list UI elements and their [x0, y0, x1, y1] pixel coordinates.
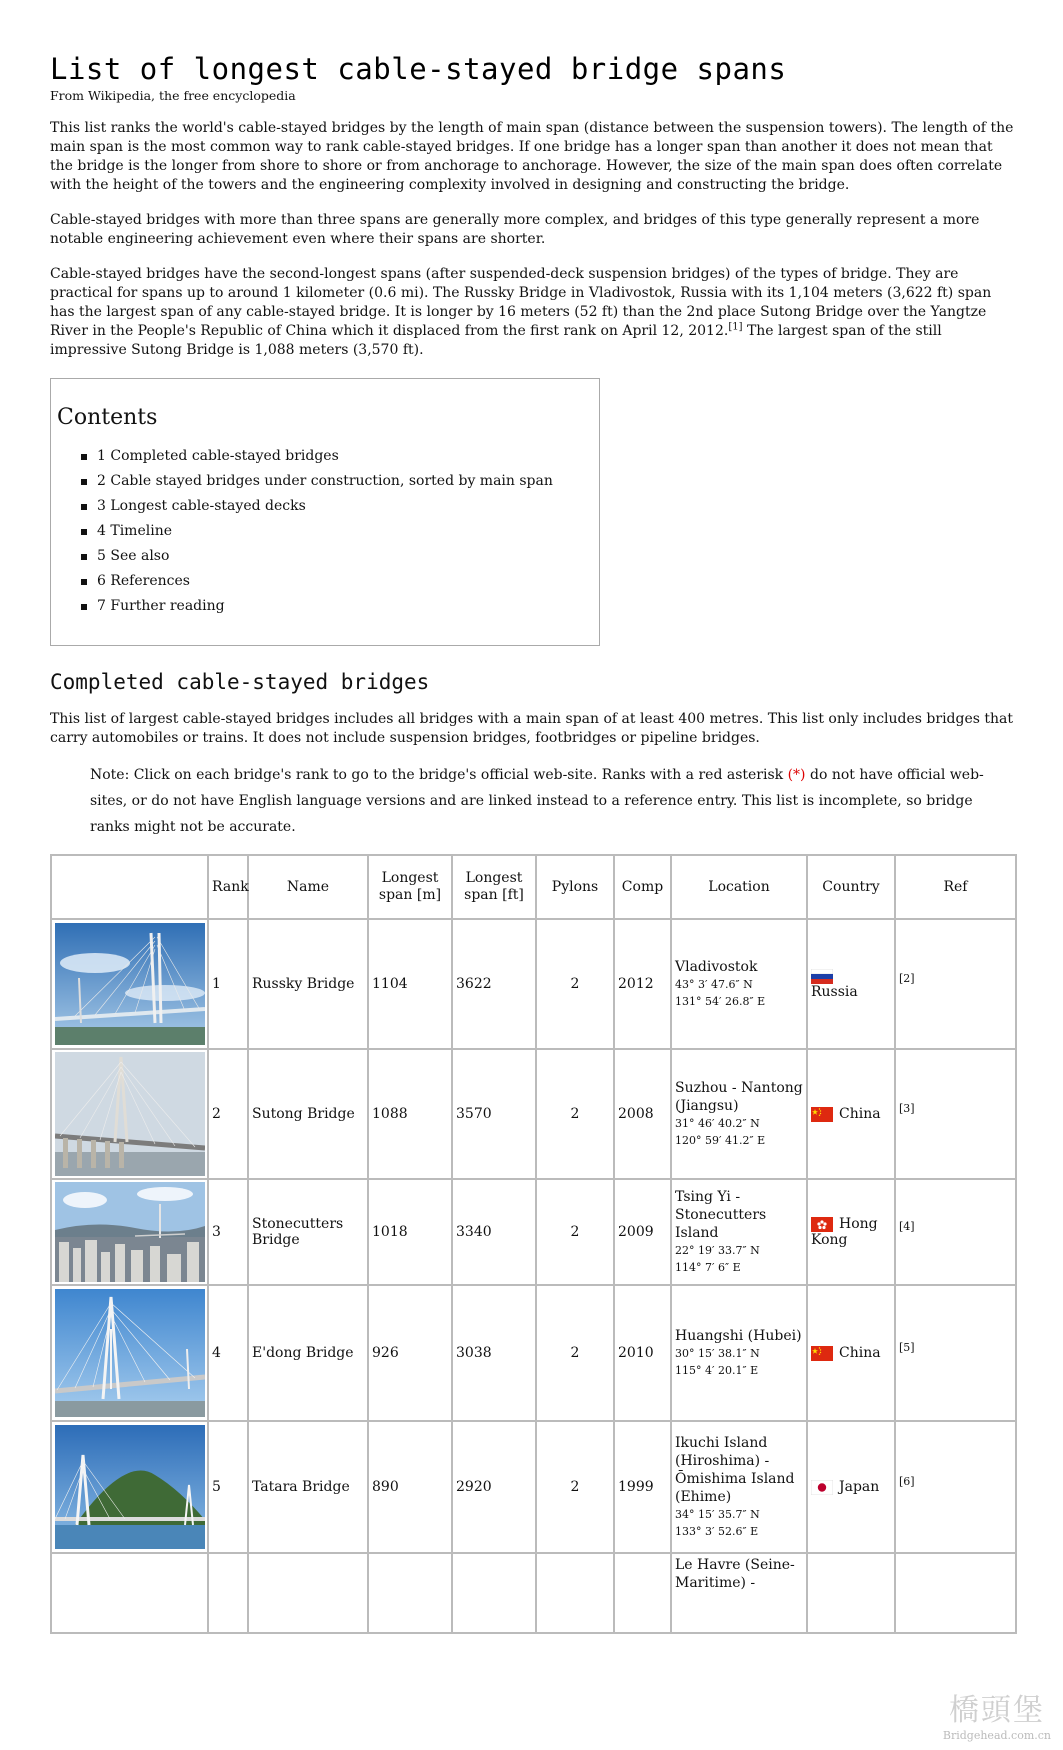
coordinates-lat[interactable]: 30° 15′ 38.1″ N: [675, 1347, 760, 1360]
header-country[interactable]: Country: [807, 855, 895, 919]
intro-paragraph-2: Cable-stayed bridges with more than three spans are generally more complex, and bridges of this type generally represent a more notable engineering achievement even where their spans are shorter.: [50, 212, 980, 247]
bridge-name[interactable]: E'dong Bridge: [248, 1285, 368, 1421]
toc-item: [81, 594, 599, 619]
pylons: 2: [536, 919, 614, 1049]
pylons: 2: [536, 1179, 614, 1285]
watermark: [943, 1685, 1051, 1742]
table-of-contents: [50, 378, 600, 646]
toc-item: [81, 519, 599, 544]
bullet-icon: [81, 479, 87, 485]
coordinates-lon[interactable]: 114° 7′ 6″ E: [675, 1261, 741, 1274]
bridge-photo-cell: [51, 1553, 208, 1633]
bridge-photo-cell: [51, 1049, 208, 1179]
bullet-icon: [81, 604, 87, 610]
location-cell: [671, 1553, 807, 1633]
header-image: [51, 855, 208, 919]
section-heading: Completed cable-stayed bridges: [50, 670, 430, 694]
span-ft: 3340: [452, 1179, 536, 1285]
japan-flag-icon: [811, 1480, 833, 1495]
toc-link-see-also[interactable]: 5 See also: [97, 548, 170, 564]
toc-link-timeline[interactable]: 4 Timeline: [97, 523, 172, 539]
bridge-name[interactable]: Stonecutters Bridge: [248, 1179, 368, 1285]
location[interactable]: Ikuchi Island (Hiroshima) - Ōmishima Island (Ehime): [675, 1435, 795, 1505]
coordinates-lon[interactable]: 131° 54′ 26.8″ E: [675, 995, 766, 1008]
span-m: 1104: [368, 919, 452, 1049]
bullet-icon: [81, 504, 87, 510]
span-ft: 3570: [452, 1049, 536, 1179]
span-ft: 3038: [452, 1285, 536, 1421]
bridge-photo[interactable]: [55, 1052, 205, 1176]
location[interactable]: Huangshi (Hubei): [675, 1328, 802, 1344]
span-m: 926: [368, 1285, 452, 1421]
rank-link[interactable]: 5: [208, 1421, 248, 1553]
country-cell: [807, 919, 895, 1049]
ref-cell: [895, 1421, 1016, 1553]
toc-link-completed[interactable]: 1 Completed cable-stayed bridges: [97, 448, 339, 464]
span-m: 890: [368, 1421, 452, 1553]
bridge-photo-cell: [51, 1179, 208, 1285]
location[interactable]: Le Havre (Seine-Maritime) -: [675, 1557, 795, 1591]
ref-cell: [895, 1179, 1016, 1285]
article: [50, 0, 1015, 1634]
country[interactable]: China: [839, 1345, 881, 1361]
location[interactable]: Suzhou - Nantong (Jiangsu): [675, 1080, 803, 1114]
country-cell: [807, 1049, 895, 1179]
rank-link[interactable]: 1: [208, 919, 248, 1049]
bridge-photo[interactable]: [55, 1425, 205, 1549]
watermark-logo: 橋頭堡: [948, 1693, 1045, 1728]
toc-link-under-construction[interactable]: 2 Cable stayed bridges under construction, sorted by main span: [97, 473, 553, 489]
header-span-m[interactable]: Longest span [m]: [368, 855, 452, 919]
coordinates-lat[interactable]: 22° 19′ 33.7″ N: [675, 1244, 760, 1257]
intro-paragraph-3: [50, 265, 1015, 360]
bridge-name[interactable]: Tatara Bridge: [248, 1421, 368, 1553]
bridge-photo-cell: [51, 919, 208, 1049]
span-ft-cell: [452, 1553, 536, 1633]
header-ref[interactable]: Ref: [895, 855, 1016, 919]
intro-paragraph-3-tail: The largest span of the still impressive Sutong Bridge is 1,088 meters (3,570 ft).: [50, 323, 942, 358]
location-cell: [671, 1049, 807, 1179]
rank-link[interactable]: 4: [208, 1285, 248, 1421]
ref-link[interactable]: [6]: [899, 1475, 915, 1488]
bridge-photo[interactable]: [55, 923, 205, 1045]
table-row: [51, 1553, 1016, 1633]
header-comp[interactable]: Comp: [614, 855, 671, 919]
page-title: List of longest cable-stayed bridge spans: [50, 52, 787, 86]
country[interactable]: China: [839, 1106, 881, 1122]
coordinates-lat[interactable]: 43° 3′ 47.6″ N: [675, 978, 753, 991]
toc-item: [81, 544, 599, 569]
country-cell: [807, 1553, 895, 1633]
toc-link-longest-decks[interactable]: 3 Longest cable-stayed decks: [97, 498, 306, 514]
coordinates-lon[interactable]: 120° 59′ 41.2″ E: [675, 1134, 766, 1147]
coordinates-lon[interactable]: 115° 4′ 20.1″ E: [675, 1364, 759, 1377]
location-cell: [671, 919, 807, 1049]
span-ft: 3622: [452, 919, 536, 1049]
country[interactable]: Japan: [839, 1479, 880, 1495]
coordinates-lat[interactable]: 31° 46′ 40.2″ N: [675, 1117, 760, 1130]
red-asterisk: (*): [787, 767, 806, 783]
country[interactable]: Russia: [811, 984, 858, 1000]
country-cell: [807, 1285, 895, 1421]
country[interactable]: Hong Kong: [811, 1216, 878, 1248]
toc-item: [81, 469, 599, 494]
name-cell: [248, 1553, 368, 1633]
bridge-photo-cell: [51, 1421, 208, 1553]
china-flag-icon: [811, 1107, 833, 1122]
location-cell: [671, 1285, 807, 1421]
table-header-row: [51, 855, 1016, 919]
china-flag-icon: [811, 1346, 833, 1361]
table-row: [51, 1285, 1016, 1421]
location[interactable]: Tsing Yi - Stonecutters Island: [675, 1189, 767, 1241]
note-text-1: Note: Click on each bridge's rank to go to the bridge's official web-site. Ranks with a red asterisk: [90, 767, 788, 783]
bullet-icon: [81, 579, 87, 585]
table-row: [51, 919, 1016, 1049]
bridge-photo[interactable]: [55, 1289, 205, 1417]
span-ft: 2920: [452, 1421, 536, 1553]
ref-cell: [895, 1049, 1016, 1179]
bridge-name[interactable]: Sutong Bridge: [248, 1049, 368, 1179]
ref-link[interactable]: [5]: [899, 1341, 915, 1354]
ref-link[interactable]: [4]: [899, 1220, 915, 1233]
pylons: 2: [536, 1421, 614, 1553]
table-row: [51, 1049, 1016, 1179]
header-rank[interactable]: Rank: [208, 855, 248, 919]
note: [90, 762, 1015, 840]
toc-link-further-reading[interactable]: 7 Further reading: [97, 598, 225, 614]
completed-year: 1999: [614, 1421, 671, 1553]
footnote-ref[interactable]: [1]: [728, 321, 743, 333]
bullet-icon: [81, 529, 87, 535]
bridges-table: [50, 854, 1017, 1634]
coordinates-lon[interactable]: 133° 3′ 52.6″ E: [675, 1525, 759, 1538]
location-cell: [671, 1421, 807, 1553]
rank-cell: [208, 1553, 248, 1633]
intro-paragraph-1: This list ranks the world's cable-stayed bridges by the length of main span (distance between the suspension towers). The length of the main span is the most common way to rank cable-stayed bridges. If one bridge has a longer span than another it does not mean that the bridge is the longer from shore to shore or from anchorage to anchorage. However, the size of the main span does often correlate with the height of the towers and the engineering complexity involved in designing and constructing the bridge.: [50, 120, 1014, 193]
table-row: [51, 1421, 1016, 1553]
coordinates-lat[interactable]: 34° 15′ 35.7″ N: [675, 1508, 760, 1521]
ref-cell: [895, 1285, 1016, 1421]
country-cell: [807, 1421, 895, 1553]
hong-kong-flag-icon: [811, 1217, 833, 1232]
location[interactable]: Vladivostok: [675, 959, 758, 975]
toc-item: [81, 444, 599, 469]
header-name[interactable]: Name: [248, 855, 368, 919]
ref-link[interactable]: [2]: [899, 972, 915, 985]
pylons: 2: [536, 1049, 614, 1179]
tagline: From Wikipedia, the free encyclopedia: [50, 88, 296, 103]
ref-link[interactable]: [3]: [899, 1102, 915, 1115]
russia-flag-icon: [811, 969, 833, 984]
bridge-name[interactable]: Russky Bridge: [248, 919, 368, 1049]
toc-item: [81, 494, 599, 519]
section-description: This list of largest cable-stayed bridges includes all bridges with a main span of at least 400 metres. This list only includes bridges that carry automobiles or trains. It does not include suspension bridges, footbridges or pipeline bridges.: [50, 711, 1014, 746]
ref-cell: [895, 919, 1016, 1049]
country-cell: [807, 1179, 895, 1285]
toc-item: [81, 569, 599, 594]
rank-link[interactable]: 3: [208, 1179, 248, 1285]
bridge-photo-cell: [51, 1285, 208, 1421]
completed-year: 2009: [614, 1179, 671, 1285]
completed-year: 2012: [614, 919, 671, 1049]
completed-year: 2008: [614, 1049, 671, 1179]
toc-title: Contents: [57, 405, 158, 430]
toc-link-references[interactable]: 6 References: [97, 573, 190, 589]
bridge-photo[interactable]: [55, 1182, 205, 1282]
bullet-icon: [81, 454, 87, 460]
rank-link[interactable]: 2: [208, 1049, 248, 1179]
header-pylons[interactable]: Pylons: [536, 855, 614, 919]
watermark-site: Bridgehead.com.cn: [942, 1729, 1051, 1742]
pylons-cell: [536, 1553, 614, 1633]
span-m: 1018: [368, 1179, 452, 1285]
span-m: 1088: [368, 1049, 452, 1179]
location-cell: [671, 1179, 807, 1285]
comp-cell: [614, 1553, 671, 1633]
pylons: 2: [536, 1285, 614, 1421]
header-span-ft[interactable]: Longest span [ft]: [452, 855, 536, 919]
span-m-cell: [368, 1553, 452, 1633]
note-text-2: do not have official web-sites, or do not have English language versions and are linked instead to a reference entry. This list is incomplete, so bridge ranks might not be accurate.: [90, 767, 984, 835]
ref-cell: [895, 1553, 1016, 1633]
bullet-icon: [81, 554, 87, 560]
table-row: [51, 1179, 1016, 1285]
completed-year: 2010: [614, 1285, 671, 1421]
intro-paragraph-3-text: Cable-stayed bridges have the second-longest spans (after suspended-deck suspension bridges) of the types of bridge. They are practical for spans up to around 1 kilometer (0.6 mi). The Russky Bridge in Vladivostok, Russia with its 1,104 meters (3,622 ft) span has the largest span of any cable-stayed bridge. It is longer by 16 meters (52 ft) than the 2nd place Sutong Bridge over the Yangtze River in the People's Republic of China which it displaced from the first rank on April 12, 2012.: [50, 266, 992, 339]
toc-list: [57, 444, 599, 619]
header-location[interactable]: Location: [671, 855, 807, 919]
